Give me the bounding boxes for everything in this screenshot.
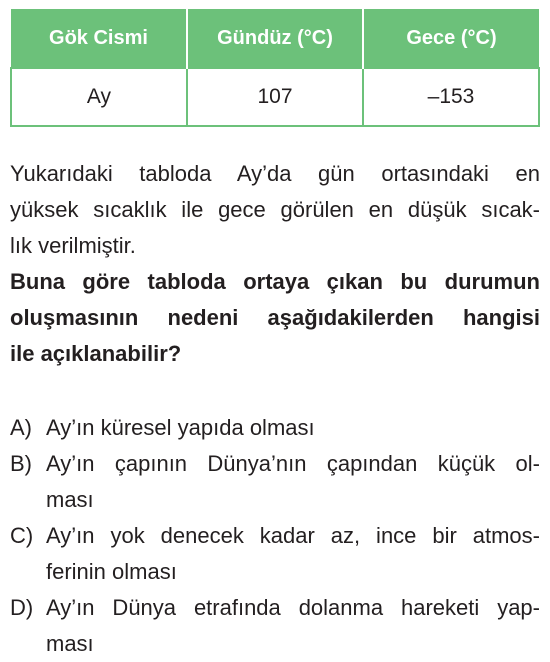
option-text: ması [46, 631, 94, 656]
option-letter: D) [10, 595, 34, 620]
option-letter: C) [10, 523, 34, 548]
option-text: Ay’ın küresel yapıda olması [46, 415, 315, 440]
question-line: oluşmasının nedeni aşağıdakilerden hangisi [10, 305, 540, 330]
temperature-table [10, 9, 540, 127]
table-cell-celestial-body: Ay [11, 68, 187, 126]
option-text: ması [46, 487, 94, 512]
answer-options [10, 410, 540, 662]
question-passage [10, 156, 540, 264]
passage-line: yüksek sıcaklık ile gece görülen en düşük sıcak- [10, 197, 540, 222]
option-letter: A) [10, 415, 32, 440]
option-text: ferinin olması [46, 559, 177, 584]
table-cell-night-temp: –153 [363, 68, 539, 126]
table-cell-daytime-temp: 107 [187, 68, 363, 126]
column-header-night: Gece (°C) [363, 9, 539, 68]
table-row [11, 68, 539, 126]
option-text: Ay’ın çapının Dünya’nın çapından küçük ol- [46, 451, 540, 476]
option-d[interactable] [10, 590, 540, 662]
option-a[interactable] [10, 410, 540, 446]
question-line: ile açıklanabilir? [10, 341, 182, 366]
option-letter: B) [10, 451, 32, 476]
option-text: Ay’ın yok denecek kadar az, ince bir atmos- [46, 523, 540, 548]
passage-line: lık verilmiştir. [10, 233, 136, 258]
option-text: Ay’ın Dünya etrafında dolanma hareketi yap- [46, 595, 540, 620]
passage-line: Yukarıdaki tabloda Ay’da gün ortasındaki en [10, 161, 540, 186]
column-header-celestial-body: Gök Cismi [11, 9, 187, 68]
question-stem [10, 264, 540, 372]
column-header-daytime: Gündüz (°C) [187, 9, 363, 68]
option-b[interactable] [10, 446, 540, 518]
option-c[interactable] [10, 518, 540, 590]
question-line: Buna göre tabloda ortaya çıkan bu durumun [10, 269, 540, 294]
table-header-row [11, 9, 539, 68]
